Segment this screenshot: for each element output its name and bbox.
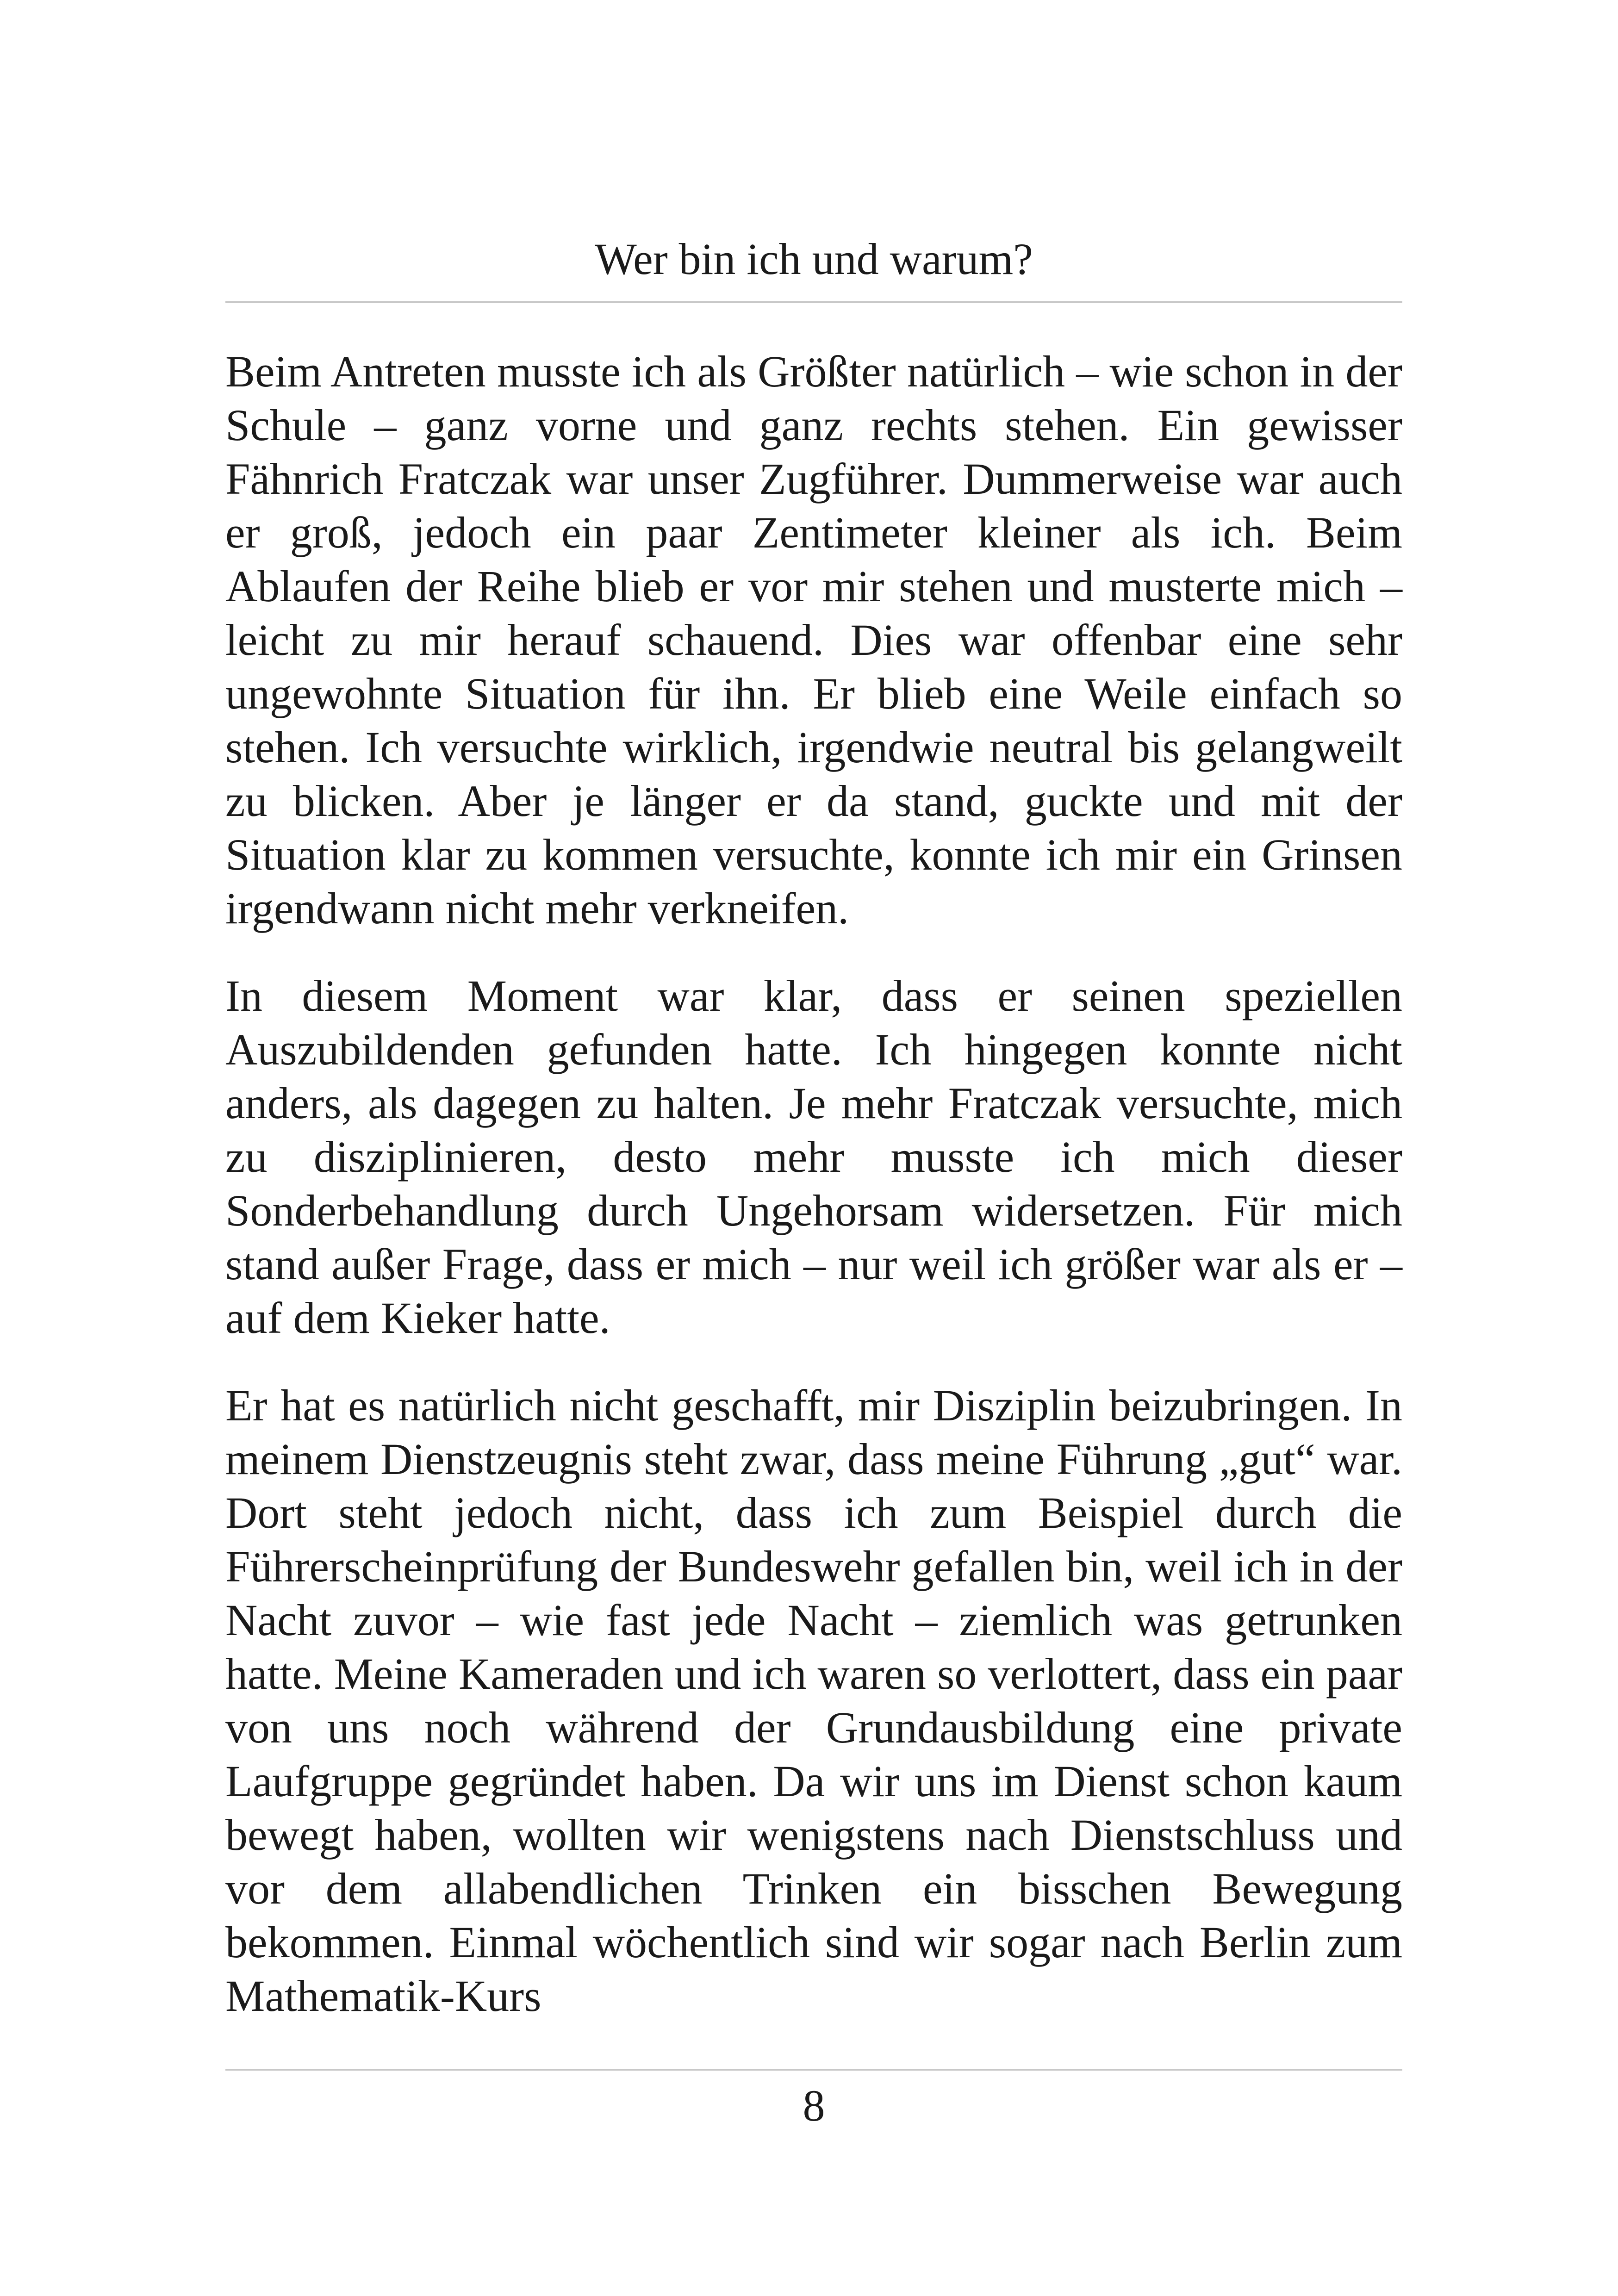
paragraph-1: Beim Antreten musste ich als Größter natürlich – wie schon in der Schule – ganz vorne und ganz rechts stehen. Ein gewisser Fähnrich Fratczak war unser Zugführer. Dummerweise war auch er groß, jedoch ein paar Zentimeter kleiner als ich. Beim Ablaufen der Reihe blieb er vor mir stehen und musterte mich – leicht zu mir herauf schauend. Dies war offenbar eine sehr ungewohnte Situation für ihn. Er blieb eine Weile einfach so stehen. Ich versuchte wirklich, irgendwie neutral bis gelangweilt zu blicken. Aber je länger er da stand, guckte und mit der Situation klar zu kommen versuchte, konnte ich mir ein Grinsen irgendwann nicht mehr verkneifen. [225,347,1402,933]
body-text [225,345,1402,2057]
running-header: Wer bin ich und warum? [595,234,1033,284]
header-rule [225,301,1402,303]
paragraph-2: In diesem Moment war klar, dass er seinen speziellen Auszubildenden gefunden hatte. Ich hingegen konnte nicht anders, als dagegen zu halten. Je mehr Fratczak versuchte, mich zu disziplinieren, desto mehr musste ich mich dieser Sonderbehandlung durch Ungehorsam widersetzen. Für mich stand außer Frage, dass er mich – nur weil ich größer war als er – auf dem Kieker hatte. [225,971,1402,1343]
paragraph-3: Er hat es natürlich nicht geschafft, mir Disziplin beizubringen. In meinem Dienstzeugnis steht zwar, dass meine Führung „gut“ war. Dort steht jedoch nicht, dass ich zum Beispiel durch die Führerscheinprüfung der Bundeswehr gefallen bin, weil ich in der Nacht zuvor – wie fast jede Nacht – ziemlich was getrunken hatte. Meine Kameraden und ich waren so verlottert, dass ein paar von uns noch während der Grundausbildung eine private Laufgruppe gegründet haben. Da wir uns im Dienst schon kaum bewegt haben, wollten wir wenigstens nach Dienstschluss und vor dem allabendlichen Trinken ein bisschen Bewegung bekommen. Einmal wöchentlich sind wir sogar nach Berlin zum Mathematik-Kurs [225,1381,1403,2021]
footer-rule [225,2069,1402,2071]
page-number: 8 [803,2081,825,2130]
